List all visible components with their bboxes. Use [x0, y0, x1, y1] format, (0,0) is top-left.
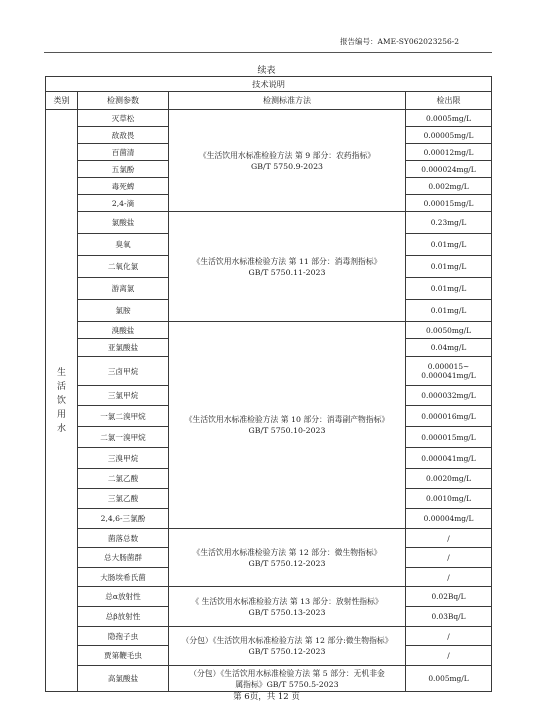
- detection-limit-value: 0.00004mg/L: [423, 514, 474, 523]
- detection-limit-cell: [406, 127, 492, 144]
- detection-limit-cell: [406, 646, 492, 666]
- report-number: 报告编号：AME-SY062023256-2: [340, 37, 460, 46]
- parameter-cell: 高氯酸盐: [78, 666, 169, 692]
- parameter-cell: 隐孢子虫: [78, 627, 169, 646]
- method-cell: [169, 529, 406, 587]
- detection-limit-cell: [406, 427, 492, 448]
- parameter-cell: 菌落总数: [78, 529, 169, 548]
- detection-limit-value: 0.000041mg/L: [421, 453, 476, 463]
- detection-limit-value: 0.04mg/L: [430, 343, 467, 352]
- header-divider: [44, 52, 492, 53]
- detection-limit-cell: [406, 322, 492, 339]
- detection-limit-value: 0.02Bq/L: [431, 592, 466, 601]
- detection-limit-cell: [406, 339, 492, 357]
- detection-limit-cell: [406, 587, 492, 607]
- method-cell: [169, 627, 406, 666]
- col-header-category: 类别: [46, 92, 78, 110]
- parameter-cell: 三溴甲烷: [78, 448, 169, 469]
- method-line: GB/T 5750.12-2023: [248, 558, 326, 568]
- detection-limit-cell: [406, 161, 492, 178]
- method-line: GB/T 5750.13-2023: [248, 607, 326, 617]
- detection-limit-value: 0.0050mg/L: [426, 325, 471, 335]
- detection-limit-cell: [406, 548, 492, 568]
- table-row: [46, 110, 492, 127]
- detection-limit-cell: [406, 529, 492, 548]
- parameter-cell: 氯胺: [78, 300, 169, 322]
- method-cell: [169, 666, 406, 692]
- category-cell: [46, 110, 78, 692]
- detection-limit-cell: [406, 406, 492, 427]
- detection-limit-value: 0.000024mg/L: [421, 164, 476, 174]
- parameter-cell: 三氯甲烷: [78, 386, 169, 406]
- table-row: [46, 666, 492, 692]
- detection-limit-value: 0.005mg/L: [428, 674, 469, 683]
- detection-limit-cell: [406, 448, 492, 469]
- parameter-cell: 敌敌畏: [78, 127, 169, 144]
- detection-limit-value: 0.0005mg/L: [426, 113, 471, 123]
- detection-limit-cell: [406, 212, 492, 234]
- page-footer: 第 6页，共 12 页: [233, 692, 300, 702]
- parameter-cell: 三氯乙酸: [78, 489, 169, 509]
- parameter-cell: 臭氧: [78, 234, 169, 256]
- table-banner-row: [46, 77, 492, 92]
- detection-limit-value: 0.00015mg/L: [423, 198, 474, 208]
- parameter-cell: 氯酸盐: [78, 212, 169, 234]
- method-cell: [169, 587, 406, 627]
- table-row: [46, 587, 492, 607]
- detection-limit-cell: [406, 234, 492, 256]
- detection-limit-cell: [406, 278, 492, 300]
- detection-limit-cell: [406, 568, 492, 587]
- detection-limit-cell: [406, 469, 492, 489]
- detection-limit-cell: [406, 386, 492, 406]
- parameter-cell: 2,4,6-三氯酚: [78, 509, 169, 529]
- col-header-limit: 检出限: [406, 92, 492, 110]
- detection-limit-cell: [406, 300, 492, 322]
- detection-limit-value: 0.03Bq/L: [431, 612, 466, 621]
- parameter-cell: 三卤甲烷: [78, 357, 169, 386]
- category-char: 生: [56, 367, 66, 378]
- detection-limit-value: 0.000032mg/L: [421, 391, 476, 400]
- method-line: GB/T 5750.11-2023: [248, 267, 326, 277]
- detection-limit-cell: [406, 607, 492, 627]
- detection-limit-value: 0.0010mg/L: [426, 494, 471, 503]
- detection-limit-value: 0.00005mg/L: [423, 130, 474, 140]
- detection-limit-cell: [406, 256, 492, 278]
- detection-limit-value: 0.000015mg/L: [421, 432, 476, 442]
- detection-limit-cell: [406, 627, 492, 646]
- method-cell: [169, 212, 406, 322]
- method-line: 属指标》GB/T 5750.5-2023: [235, 679, 339, 689]
- table-banner: 技术说明: [46, 77, 492, 92]
- method-line: 《生活饮用水标准检验方法 第 11 部分：消毒剂指标》: [192, 256, 382, 266]
- parameter-cell: 大肠埃希氏菌: [78, 568, 169, 587]
- category-char: 饮: [56, 395, 66, 406]
- parameter-cell: 二氧化氯: [78, 256, 169, 278]
- method-line: 《生活饮用水标准检验方法 第 10 部分：消毒副产物指标》: [184, 415, 390, 424]
- parameter-cell: 百菌清: [78, 144, 169, 161]
- col-header-parameter: 检测参数: [78, 92, 169, 110]
- category-char: 水: [56, 423, 66, 434]
- parameter-cell: 五氯酚: [78, 161, 169, 178]
- method-line: GB/T 5750.9-2023: [250, 161, 324, 171]
- parameter-cell: 二氯乙酸: [78, 469, 169, 489]
- method-cell: [169, 110, 406, 212]
- col-header-method: 检测标准方法: [169, 92, 406, 110]
- detection-limit-value: /: [447, 631, 450, 641]
- parameter-cell: 贾第鞭毛虫: [78, 646, 169, 666]
- detection-limit-value: 0.01mg/L: [430, 262, 467, 271]
- detection-limit-value: 0.00012mg/L: [423, 147, 474, 157]
- method-line: （分包）《生活饮用水标准检验方法 第 5 部分：无机非金: [189, 668, 385, 678]
- detection-limit-value: 0.01mg/L: [430, 284, 467, 293]
- detection-limit-cell: [406, 489, 492, 509]
- detection-limit-cell: [406, 357, 492, 386]
- table-row: [46, 529, 492, 548]
- parameter-cell: 灭草松: [78, 110, 169, 127]
- method-line: 《生活饮用水标准检验方法 第 12 部分：微生物指标》: [192, 547, 382, 557]
- detection-limit-value: 0.01mg/L: [430, 240, 467, 249]
- detection-limit-value: 0.0020mg/L: [426, 474, 471, 483]
- parameter-cell: 一氯二溴甲烷: [78, 406, 169, 427]
- detection-limit-cell: [406, 178, 492, 195]
- category-char: 用: [56, 409, 66, 420]
- detection-limit-value: /: [447, 572, 450, 582]
- parameter-cell: 总大肠菌群: [78, 548, 169, 568]
- detection-limit-value: /: [447, 553, 450, 562]
- method-line: 《生活饮用水标准检验方法 第 9 部分：农药指标》: [198, 150, 376, 160]
- category-char: 活: [56, 381, 66, 392]
- detection-limit-value: 0.23mg/L: [430, 218, 467, 227]
- technical-spec-table: [45, 76, 492, 692]
- parameter-cell: 总β放射性: [78, 607, 169, 627]
- method-line: 《 生活饮用水标准检验方法 第 13 部分：放射性指标》: [191, 596, 383, 606]
- parameter-cell: 溴酸盐: [78, 322, 169, 339]
- parameter-cell: 总α放射性: [78, 587, 169, 607]
- method-line: GB/T 5750.12-2023: [248, 647, 326, 656]
- detection-limit-value: /: [447, 651, 450, 660]
- detection-limit-cell: [406, 509, 492, 529]
- parameter-cell: 亚氯酸盐: [78, 339, 169, 357]
- method-cell: [169, 322, 406, 529]
- table-header-row: [46, 92, 492, 110]
- continued-label: 续表: [257, 66, 276, 76]
- detection-limit-cell: [406, 110, 492, 127]
- parameter-cell: 2,4-滴: [78, 195, 169, 212]
- detection-limit-value: 0.002mg/L: [428, 181, 469, 191]
- table-row: [46, 212, 492, 234]
- parameter-cell: 毒死蜱: [78, 178, 169, 195]
- table-row: [46, 627, 492, 646]
- detection-limit-value: 0.000015~: [427, 362, 470, 371]
- parameter-cell: 二氯一溴甲烷: [78, 427, 169, 448]
- method-line: GB/T 5750.10-2023: [248, 426, 326, 435]
- detection-limit-cell: [406, 666, 492, 692]
- detection-limit-value: 0.000041mg/L: [421, 371, 476, 380]
- parameter-cell: 游离氯: [78, 278, 169, 300]
- detection-limit-cell: [406, 144, 492, 161]
- detection-limit-value: 0.000016mg/L: [421, 411, 476, 421]
- detection-limit-value: /: [447, 533, 450, 543]
- method-line: （分包）《生活饮用水标准检验方法 第 12 部分:微生物指标》: [181, 636, 393, 645]
- detection-limit-cell: [406, 195, 492, 212]
- table-row: [46, 322, 492, 339]
- detection-limit-value: 0.01mg/L: [430, 306, 467, 315]
